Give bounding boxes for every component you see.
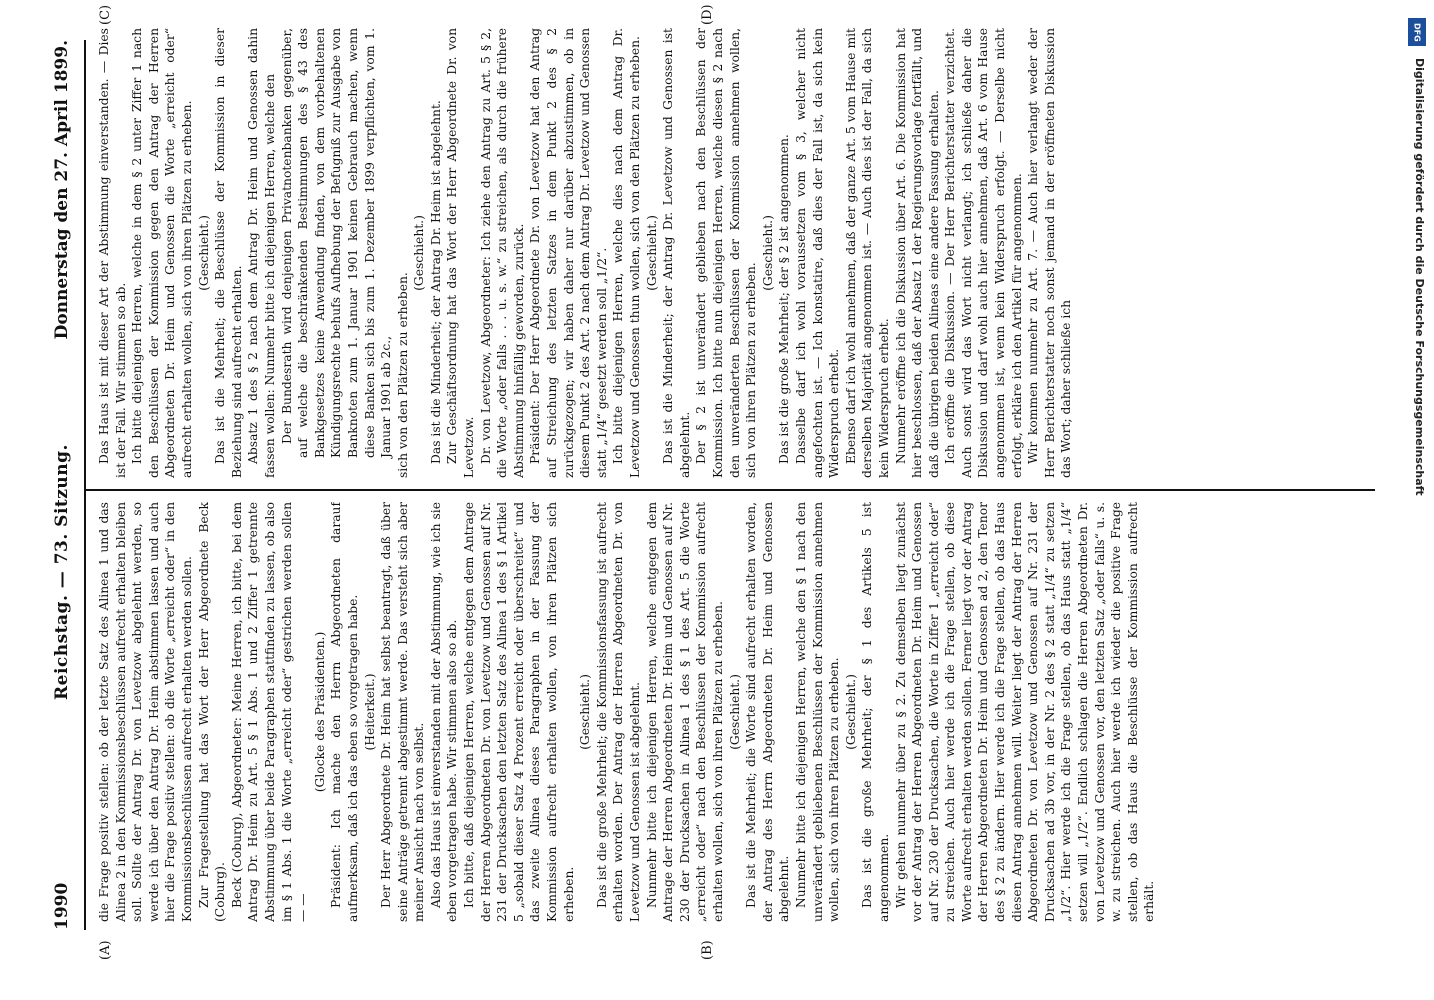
speaker-paragraph: Dr. von Levetzow, Abgeordneter: Ich ziehe den Antrag zu Art. 5 § 2, die Worte „oder falls . . . u. s. w.“ zu streichen, als durch die frühere Abstimmung hinfällig geworden, zurück. — [478, 28, 526, 478]
paragraph: die Frage positiv stellen: ob der letzte Satz des Alinea 1 und das Alinea 2 in den Kommissionsbeschlüssen aufrecht erhalten bleiben soll. Sollte der Antrag Dr. von Levetzow abgelehnt werden, so werde ich über den Antrag Dr. Heim abstimmen lassen und auch hier die Frage positiv stellen: ob die Worte „erreicht oder“ in den Kommissionsbeschlüssen aufrecht erhalten werden sollen. — [97, 502, 194, 922]
paragraph: Also das Haus ist einverstanden mit der Abstimmung, wie ich sie eben vorgetragen habe. Wir stimmen also so ab. — [428, 502, 460, 922]
digitization-credit — [1406, 10, 1430, 990]
stage-direction: (Geschieht.) — [727, 674, 742, 750]
speaker-paragraph: Beck (Coburg), Abgeordneter: Meine Herren, ich bitte, bei dem Antrag Dr. Heim zu Art. 5 § 1 Abs. 1 und 2 Ziffer 1 getrennte Abstimmung über beide Paragraphen stattfinden zu lassen, ob also im § 1 Abs. 1 die Worte „erreicht oder“ gestrichen werden sollen — — — [229, 502, 311, 922]
header-title-right: Donnerstag den 27. April 1899. — [52, 40, 72, 340]
paragraph: Nunmehr eröffne ich die Diskussion über Art. 6. Die Kommission hat hier beschlossen, daß der Absatz 1 der Regierungsvorlage fortfällt, und daß die übrigen beiden Alineas eine andere Fassung erhalten. — [893, 28, 941, 478]
margin-letter-c: (C) — [98, 4, 113, 25]
margin-letter-b: (B) — [700, 940, 715, 960]
page-number: 1990 — [52, 882, 72, 930]
stage-direction: (Glocke des Präsidenten.) — [312, 631, 327, 793]
stage-direction: (Geschieht.) — [644, 215, 659, 291]
paragraph: Der § 2 ist unverändert geblieben nach den Beschlüssen der Kommission. Ich bitte nun diejenigen Herren, welche diesen § 2 nach den unveränderten Beschlüssen der Kommission annehmen wollen, sich von ihren Plätzen zu erheben. — [694, 28, 759, 478]
paragraph: Das ist die große Mehrheit; der § 2 ist angenommen. — [777, 134, 792, 464]
header-rule — [84, 40, 86, 930]
paragraph: Ich bitte diejenigen Herren, welche in dem § 2 unter Ziffer 1 nach den Beschlüssen der Kommission gegen den Antrag der Herren Abgeordneten Dr. Heim und Genossen die Worte „erreicht oder“ aufrecht erhalten wollen, sich von ihren Plätzen zu erheben. — [130, 28, 194, 478]
paragraph: Wir kommen nunmehr zu Art. 7. — Auch hier verlangt weder der Herr Berichterstatter noch sonst jemand in der eröffneten Diskussion das Wort; daher schließe ich — [1026, 28, 1074, 478]
paragraph: Das ist die Mehrheit; die Beschlüsse der Kommission in dieser Beziehung sind aufrecht erhalten. — [213, 28, 244, 478]
paragraph: sich von den Plätzen zu erheben. — [395, 272, 410, 478]
paragraph: Wir gehen nunmehr über zu § 2. Zu demselben liegt zunächst vor der Antrag der Herren Abgeordneten Dr. Heim und Genossen auf Nr. 230 der Drucksachen, die Worte in Ziffer 1 „erreicht oder“ zu streichen. Auch hier werde ich die Frage stellen, ob diese Worte aufrecht erhalten werden sollen. Ferner liegt vor der Antrag der Herren Abgeordneten Dr. Heim und Genossen ad 2, den Tenor des § 2 zu ändern. Hier werde ich die Frage stellen, ob das Haus diesen Antrag annehmen will. Weiter liegt der Antrag der Herren Abgeordneten Dr. von Levetzow und Genossen auf Nr. 231 der Drucksachen ad 3b vor, in der Nr. 2 des § 2 statt „1/4“ zu setzen „1/2“. Hier werde ich die Frage stellen, ob das Haus statt „1/4“ setzen will „1/2“. Endlich schlagen die Herren Abgeordneten Dr. von Levetzow und Genossen vor, den letzten Satz „oder falls“ u. s. w. zu streichen. Auch hier werde ich wieder die positive Frage stellen, ob das Haus die Beschlüsse der Kommission aufrecht erhält. — [893, 502, 1157, 922]
stage-direction: (Geschieht.) — [412, 215, 427, 291]
margin-letter-a: (A) — [98, 940, 113, 960]
paragraph: Das Haus ist mit dieser Art der Abstimmung einverstanden. — Dies ist der Fall. Wir stimmen so ab. — [97, 28, 128, 478]
paragraph: Ich bitte diejenigen Herren, welche dies nach dem Antrag Dr. Levetzow und Genossen thun wollen, sich von den Plätzen zu erheben. — [611, 28, 642, 478]
running-head — [52, 40, 82, 930]
stage-direction: (Geschieht.) — [578, 674, 593, 750]
credit-text: Digitalisierung gefördert durch die Deutsche Forschungsgemeinschaft — [1413, 58, 1426, 496]
paragraph: Zur Fragestellung hat das Wort der Herr Abgeordnete Beck (Coburg). — [196, 502, 228, 922]
left-column — [96, 502, 1365, 922]
quoted-text: Der Bundesrath wird denjenigen Privatnotenbanken gegenüber, auf welche die beschränkenden Bestimmungen des § 43 des Bankgesetzes keine Anwendung finden, von dem vorbehaltenen Kündigungsrechte behufs Aufhebung der Befugniß zur Ausgabe von Banknoten zum 1. Januar 1901 keinen Gebrauch machen, wenn diese Banken sich bis zum 1. Dezember 1899 verpflichten, vom 1. Januar 1901 ab 2c., — [279, 28, 394, 458]
paragraph: Das ist die Minderheit; der Antrag Dr. Heim ist abgelehnt. — [428, 100, 443, 464]
column-divider — [86, 489, 1375, 491]
speaker-paragraph: Präsident: Ich mache den Herrn Abgeordneten darauf aufmerksam, daß ich das eben so vorgetragen habe. — [329, 502, 360, 922]
header-title-left: Reichstag. — 73. Sitzung. — [52, 444, 72, 700]
dfg-logo: DFG — [1408, 18, 1426, 46]
paragraph: Nunmehr bitte ich diejenigen Herren, welche den § 1 nach den unverändert gebliebenen Beschlüssen der Kommission annehmen wollen, sich von ihren Plätzen zu erheben. — [793, 502, 842, 922]
paragraph: Absatz 1 des § 2 nach dem Antrag Dr. Heim und Genossen dahin fassen wollen: Nunmehr bitte ich diejenigen Herren, welche den — [246, 28, 277, 478]
right-column — [96, 28, 1365, 478]
paragraph: Das ist die große Mehrheit; der § 1 des Artikels 5 ist angenommen. — [860, 502, 891, 922]
stage-direction: (Geschieht.) — [760, 215, 775, 291]
paragraph: Das ist die große Mehrheit; die Kommissionsfassung ist aufrecht erhalten worden. Der Antrag der Herren Abgeordneten Dr. von Levetzow und Genossen ist abgelehnt. — [594, 502, 642, 922]
paragraph: Ich eröffne die Diskussion. — Der Herr Berichterstatter verzichtet. Auch sonst wird das Wort nicht verlangt; ich schließe daher die Diskussion und darf wohl auch hier annehmen, daß Art. 6 vom Hause angenommen ist, wenn kein Widerspruch erfolgt. — Derselbe nicht erfolgt, erkläre ich den Artikel für angenommen. — [943, 28, 1024, 478]
paragraph: Das ist die Minderheit; der Antrag Dr. Levetzow und Genossen ist abgelehnt. — [661, 28, 692, 478]
paragraph: Ebenso darf ich wohl annehmen, daß der ganze Art. 5 vom Hause mit derselben Majorität angenommen ist. — Auch dies ist der Fall, da sich kein Widerspruch erhebt. — [843, 28, 891, 478]
paragraph: Der Herr Abgeordnete Dr. Heim hat selbst beantragt, daß über seine Anträge getrennt abgestimmt werde. Das versteht sich aber meiner Ansicht nach von selbst. — [379, 502, 427, 922]
speaker-paragraph: Präsident: Der Herr Abgeordnete Dr. von Levetzow hat den Antrag auf Streichung des letzten Satzes in dem Punkt 2 des § 2 zurückgezogen; wir haben daher nur darüber abzustimmen, ob in diesem Punkt 2 des Art. 2 nach dem Antrag Dr. Levetzow und Genossen statt „1/4“ gesetzt werden soll „1/2“. — [528, 28, 609, 478]
paragraph: Zur Geschäftsordnung hat das Wort der Herr Abgeordnete Dr. von Levetzow. — [445, 28, 477, 478]
stage-direction: (Geschieht.) — [196, 215, 211, 291]
paragraph: Das ist die Mehrheit; die Worte sind aufrecht erhalten worden, der Antrag des Herrn Abgeordneten Dr. Heim und Genossen abgelehnt. — [744, 502, 792, 922]
paragraph: Ich bitte, daß diejenigen Herren, welche entgegen dem Antrage der Herren Abgeordneten Dr. von Levetzow und Genossen auf Nr. 231 der Drucksachen den letzten Satz des Alinea 1 des § 1 Artikel 5 „sobald dieser Satz 4 Prozent erreicht oder überschreitet“ und das zweite Alinea dieses Paragraphen in der Fassung der Kommission aufrecht erhalten wollen, von ihren Plätzen sich erheben. — [462, 502, 576, 922]
paragraph: Dasselbe darf ich wohl voraussetzen vom § 3, welcher nicht angefochten ist. — Ich konstatire, daß dies der Fall ist, da sich kein Widerspruch erhebt. — [793, 28, 842, 478]
margin-letter-d: (D) — [700, 4, 715, 25]
stage-direction: (Heiterkeit.) — [362, 673, 377, 751]
stage-direction: (Geschieht.) — [843, 674, 858, 750]
paragraph: Nunmehr bitte ich diejenigen Herren, welche entgegen dem Antrage der Herren Abgeordneten Dr. Heim und Genossen auf Nr. 230 der Drucksachen in Alinea 1 des § 1 des Art. 5 die Worte „erreicht oder“ nach den Beschlüssen der Kommission aufrecht erhalten wollen, sich von ihren Plätzen zu erheben. — [644, 502, 725, 922]
